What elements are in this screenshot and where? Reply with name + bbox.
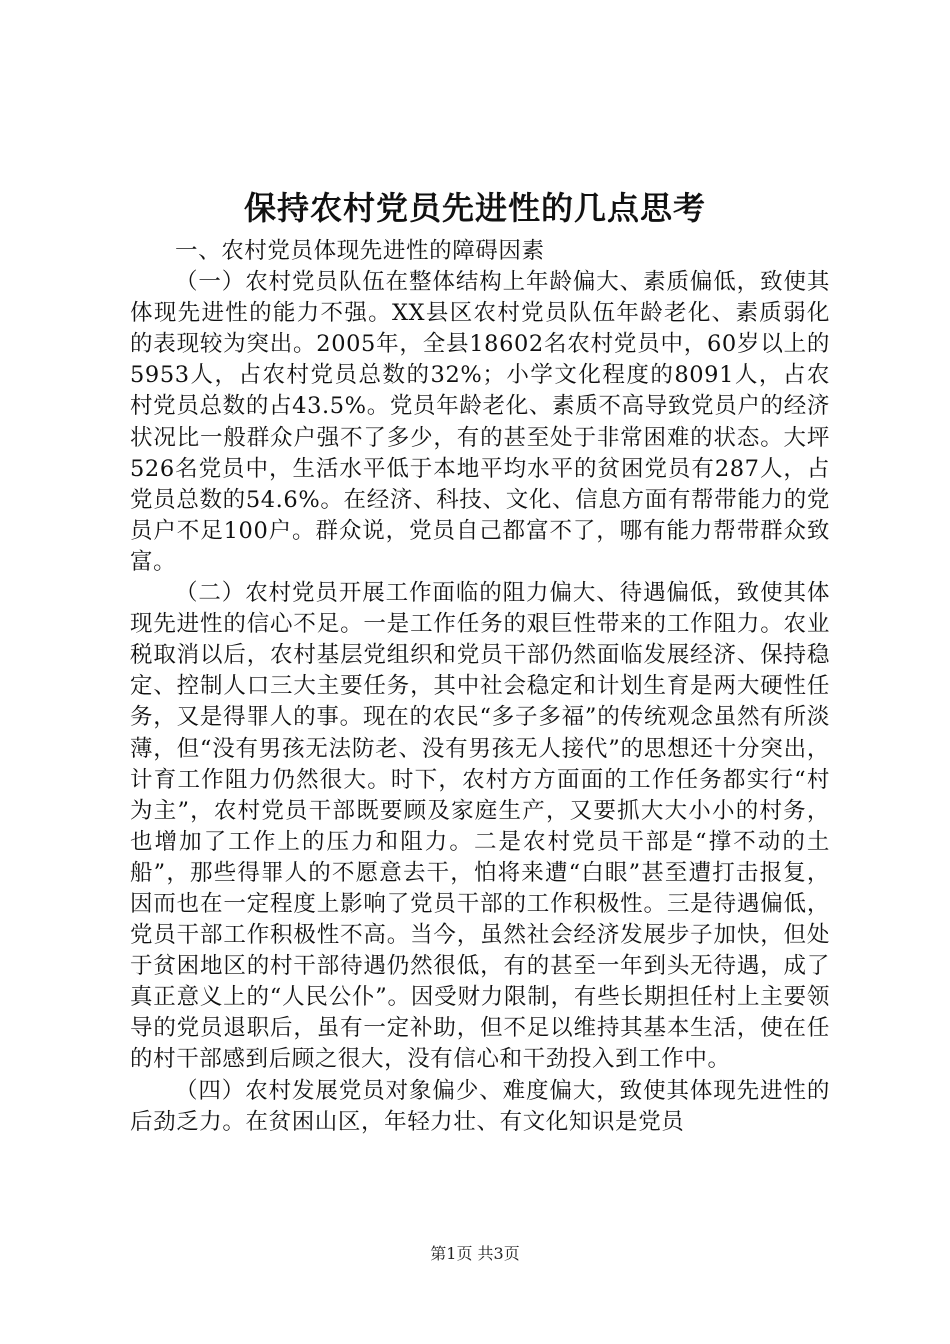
document-body xyxy=(130,236,830,1138)
paragraph-2: （二）农村党员开展工作面临的阻力偏大、待遇偏低，致使其体现先进性的信心不足。一是工作任务的艰巨性带来的工作阻力。农业税取消以后，农村基层党组织和党员干部仍然面临发展经济、保持稳定、控制人口三大主要任务，其中社会稳定和计划生育是两大硬性任务，又是得罪人的事。现在的农民“多子多福”的传统观念虽然有所淡薄，但“没有男孩无法防老、没有男孩无人接代”的思想还十分突出，计育工作阻力仍然很大。时下，农村方方面面的工作任务都实行“村为主”，农村党员干部既要顾及家庭生产，又要抓大大小小的村务，也增加了工作上的压力和阻力。二是农村党员干部是“撑不动的土船”，那些得罪人的不愿意去干，怕将来遭“白眼”甚至遭打击报复，因而也在一定程度上影响了党员干部的工作积极性。三是待遇偏低，党员干部工作积极性不高。当今，虽然社会经济发展步子加快，但处于贫困地区的村干部待遇仍然很低，有的甚至一年到头无待遇，成了真正意义上的“人民公仆”。因受财力限制，有些长期担任村上主要领导的党员退职后，虽有一定补助，但不足以维持其基本生活，使在任的村干部感到后顾之很大，没有信心和干劲投入到工作中。 xyxy=(130,580,830,1073)
page-number-footer: 第1页 共3页 xyxy=(430,1244,520,1263)
section-heading: 一、农村党员体现先进性的障碍因素 xyxy=(175,238,545,264)
paragraph-4: （四）农村发展党员对象偏少、难度偏大，致使其体现先进性的后劲乏力。在贫困山区，年轻力壮、有文化知识是党员 xyxy=(130,1077,830,1135)
paragraph-1: （一）农村党员队伍在整体结构上年龄偏大、素质偏低，致使其体现先进性的能力不强。XX县区农村党员队伍年龄老化、素质弱化的表现较为突出。2005年，全县18602名农村党员中，60岁以上的5953人，占农村党员总数的32%；小学文化程度的8091人，占农村党员总数的占43.5%。党员年龄老化、素质不高导致党员户的经济状况比一般群众户强不了多少，有的甚至处于非常困难的状态。大坪526名党员中，生活水平低于本地平均水平的贫困党员有287人，占党员总数的54.6%。在经济、科技、文化、信息方面有帮带能力的党员户不足100户。群众说，党员自己都富不了，哪有能力帮带群众致富。 xyxy=(130,269,830,575)
document-title: 保持农村党员先进性的几点思考 xyxy=(243,189,706,227)
